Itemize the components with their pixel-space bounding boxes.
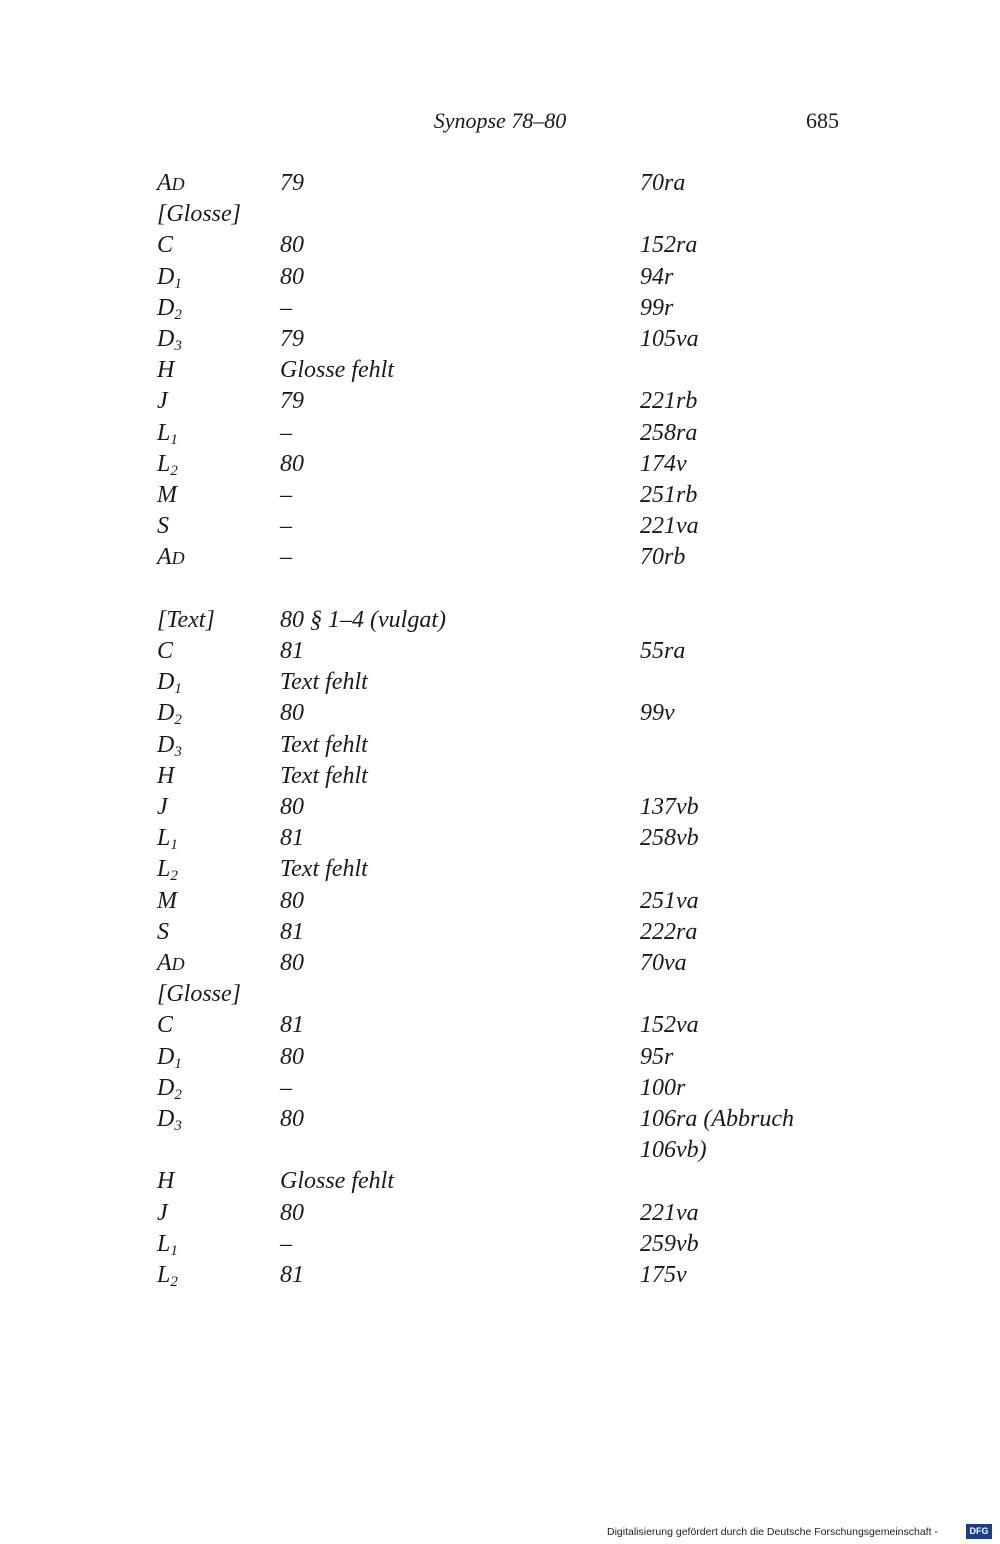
table-row [0,1073,1000,1104]
table-row [0,1198,1000,1229]
chapter-reference: Glosse fehlt [280,1168,394,1195]
chapter-reference: Text fehlt [280,731,368,758]
siglum-letter: L [157,856,171,883]
siglum-letter: D [157,731,175,758]
manuscript-siglum [157,979,241,1010]
folio-reference: 175v [640,1262,687,1288]
table-row [0,854,1000,885]
siglum-letter: D [157,700,175,727]
manuscript-siglum [157,230,173,261]
siglum-letter: H [157,357,175,384]
siglum-letter: M [157,482,177,508]
folio-reference: 105va [640,326,699,352]
table-row [0,886,1000,917]
chapter-reference: – [280,294,292,321]
table-row [0,1229,1000,1260]
folio-reference: 55ra [640,638,686,664]
table-row [0,449,1000,480]
table-row [0,511,1000,542]
chapter-reference: Text fehlt [280,669,368,696]
siglum-subscript: 3 [174,1118,182,1134]
siglum-letter: S [157,918,169,945]
chapter-reference: Text fehlt [280,762,368,789]
siglum-letter: D [157,326,175,352]
siglum-letter: A [157,544,172,571]
siglum-letter: L [157,1230,171,1257]
siglum-letter: L [157,1262,171,1288]
folio-reference: 174v [640,450,687,477]
siglum-letter: D [157,1043,175,1070]
chapter-reference: 81 [280,638,304,664]
table-row [0,979,1000,1010]
siglum-subscript: 2 [170,1274,178,1290]
page-number: 685 [806,108,839,133]
manuscript-siglum [157,1010,173,1041]
chapter-reference: – [280,482,292,508]
table-row [0,823,1000,854]
table-row [0,1042,1000,1073]
manuscript-siglum [157,480,177,511]
table-row [0,792,1000,823]
folio-reference: 95r [640,1043,674,1070]
siglum-letter: J [157,388,168,415]
siglum-letter: L [157,450,171,477]
table-row [0,168,1000,199]
table-row [0,1010,1000,1041]
table-row [0,542,1000,573]
siglum-subscript: 3 [174,743,182,760]
table-row [0,574,1000,605]
folio-reference: 70ra [640,170,686,196]
siglum-smallcaps: D [171,174,185,194]
chapter-reference: 80 [280,950,304,976]
siglum-letter: [Glosse] [157,201,242,228]
siglum-letter: D [157,1074,175,1101]
table-row [0,948,1000,979]
manuscript-siglum [157,792,168,823]
chapter-reference: – [280,419,292,446]
chapter-reference: – [280,513,292,540]
manuscript-siglum [157,886,177,917]
siglum-letter: C [157,232,174,259]
folio-reference: 70va [640,950,687,976]
table-row [0,667,1000,698]
siglum-letter: A [157,950,172,976]
folio-reference: 258ra [640,419,698,446]
table-row [0,418,1000,449]
folio-reference: 258vb [640,825,699,852]
table-row [0,262,1000,293]
folio-reference: 251va [640,887,699,914]
folio-reference: 251rb [640,482,698,508]
folio-reference: 221rb [640,388,698,415]
manuscript-siglum [157,386,168,417]
table-row [0,698,1000,729]
chapter-reference: 81 [280,1262,304,1288]
chapter-reference: 80 [280,794,304,820]
table-row [0,1260,1000,1291]
chapter-reference: Text fehlt [280,856,368,883]
manuscript-siglum [157,1198,168,1229]
running-header-title: Synopse 78–80 [433,108,567,133]
folio-reference: 221va [640,1199,699,1226]
chapter-reference: 80 § 1–4 (vulgat) [280,606,446,633]
table-row [0,605,1000,636]
dfg-logo: DFG [966,1524,992,1539]
manuscript-siglum [157,542,185,574]
siglum-smallcaps: D [171,548,185,569]
chapter-reference: 80 [280,1043,304,1070]
chapter-reference: 81 [280,918,304,945]
table-row [0,761,1000,792]
folio-reference: 222ra [640,918,698,945]
chapter-reference: 79 [280,326,304,352]
siglum-subscript: 3 [174,338,182,354]
chapter-reference: 80 [280,887,304,914]
folio-reference: 106ra (Abbruch [640,1106,794,1132]
manuscript-siglum [157,917,169,948]
siglum-subscript: 1 [170,431,178,448]
siglum-letter: D [157,294,175,321]
table-row [0,324,1000,355]
siglum-subscript: 2 [170,868,178,885]
chapter-reference: 81 [280,1012,304,1039]
table-row [0,199,1000,230]
table-row [0,293,1000,324]
folio-reference: 259vb [640,1230,699,1257]
funding-footer: Digitalisierung gefördert durch die Deutsche Forschungsgemeinschaft - [607,1526,938,1538]
siglum-subscript: 1 [170,837,178,854]
folio-reference: 137vb [640,794,699,820]
siglum-letter: J [157,1199,168,1226]
chapter-reference: – [280,544,292,571]
chapter-reference: 80 [280,1106,304,1132]
siglum-subscript: 1 [174,275,182,292]
folio-reference: 221va [640,513,699,540]
table-row [0,386,1000,417]
siglum-smallcaps: D [171,954,185,974]
folio-reference: 99v [640,700,675,727]
chapter-reference: 79 [280,170,304,196]
siglum-subscript: 1 [170,1242,178,1259]
siglum-subscript: 2 [174,712,182,729]
siglum-letter: L [157,825,171,852]
siglum-letter: H [157,762,175,789]
siglum-letter: D [157,1106,175,1132]
siglum-letter: J [157,794,168,820]
siglum-subscript: 2 [174,306,182,323]
chapter-reference: – [280,1230,292,1257]
table-row [0,230,1000,261]
manuscript-siglum [157,761,174,792]
siglum-letter: A [157,170,172,196]
siglum-letter: H [157,1168,175,1195]
chapter-reference: – [280,1074,292,1101]
table-row [0,730,1000,761]
manuscript-siglum [157,168,185,200]
folio-reference: 106vb) [640,1137,707,1164]
folio-reference: 152ra [640,232,698,259]
table-row [0,1166,1000,1197]
table-row [0,917,1000,948]
manuscript-siglum [157,948,185,980]
table-row [0,355,1000,386]
folio-reference: 94r [640,263,674,290]
siglum-subscript: 2 [170,462,178,479]
chapter-reference: 80 [280,232,304,259]
chapter-reference: 80 [280,1199,304,1226]
manuscript-siglum [157,1260,178,1298]
manuscript-siglum [157,355,174,386]
table-row [0,480,1000,511]
manuscript-siglum [157,636,173,667]
siglum-letter: S [157,513,169,540]
siglum-letter: M [157,887,177,914]
siglum-letter: C [157,638,174,664]
chapter-reference: Glosse fehlt [280,357,394,384]
siglum-letter: [Glosse] [157,981,242,1008]
siglum-letter: D [157,669,175,696]
manuscript-siglum [157,1166,174,1197]
table-row [0,1104,1000,1135]
folio-reference: 70rb [640,544,686,571]
siglum-letter: C [157,1012,174,1039]
siglum-letter: D [157,263,175,290]
manuscript-siglum [157,605,215,636]
siglum-subscript: 2 [174,1086,182,1103]
siglum-subscript: 1 [174,1055,182,1072]
manuscript-siglum [157,199,241,230]
folio-reference: 99r [640,294,674,321]
manuscript-siglum [157,511,169,542]
chapter-reference: 80 [280,700,304,727]
table-row [0,636,1000,667]
folio-reference: 152va [640,1012,699,1039]
table-row [0,1135,1000,1166]
chapter-reference: 81 [280,825,304,852]
chapter-reference: 80 [280,450,304,477]
folio-reference: 100r [640,1074,686,1101]
chapter-reference: 79 [280,388,304,415]
chapter-reference: 80 [280,263,304,290]
siglum-letter: L [157,419,171,446]
siglum-subscript: 1 [174,681,182,698]
siglum-letter: [Text] [157,606,215,633]
